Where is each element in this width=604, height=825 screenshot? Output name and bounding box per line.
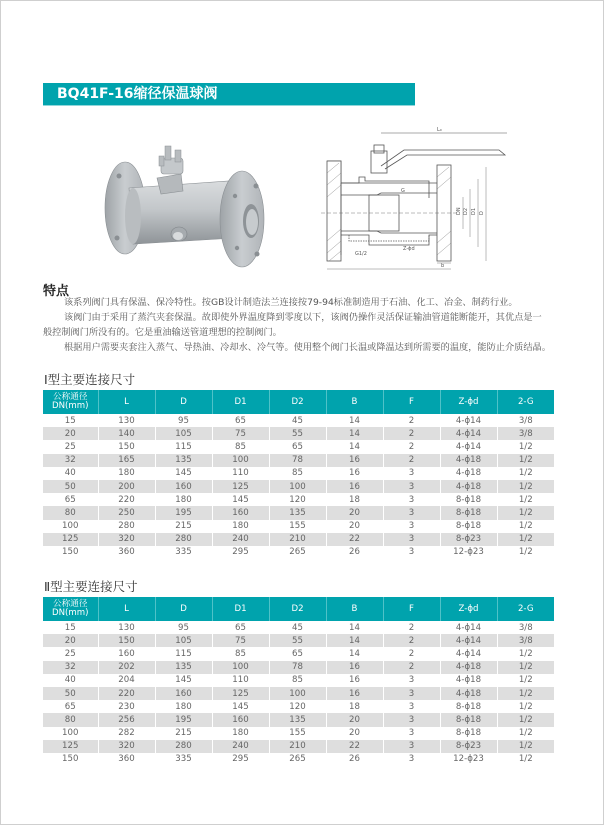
table-cell: 110 [212,674,269,687]
table-cell: 12-ϕ23 [440,753,497,766]
table-cell: 80 [43,713,98,726]
table-cell: 3 [383,533,440,546]
svg-text:Z-ϕd: Z-ϕd [403,246,415,252]
table-cell: 50 [43,687,98,700]
table-cell: 202 [98,661,155,674]
table-cell: 265 [269,546,326,559]
header-f: F [383,390,440,414]
table-cell: 180 [98,467,155,480]
table-cell: 155 [269,520,326,533]
table-cell: 1/2 [497,713,554,726]
table-cell: 14 [326,414,383,427]
table-cell: 1/2 [497,506,554,519]
table-cell: 335 [155,546,212,559]
header-l: L [98,597,155,621]
table-cell: 180 [212,520,269,533]
table-cell: 3/8 [497,427,554,440]
table-cell: 4-ϕ14 [440,621,497,634]
table-row [43,414,554,427]
table-row [43,740,554,753]
type2-dimension-table [43,597,554,766]
table-cell: 130 [98,414,155,427]
table-cell: 3 [383,467,440,480]
table-cell: 8-ϕ18 [440,713,497,726]
header-dn: 公称通径 DN(mm) [43,597,98,621]
table-cell: 160 [212,506,269,519]
table-cell: 3 [383,520,440,533]
table-cell: 320 [98,533,155,546]
table-cell: 2 [383,427,440,440]
table-cell: 4-ϕ14 [440,440,497,453]
table-row [43,480,554,493]
table-cell: 250 [98,506,155,519]
table-cell: 8-ϕ23 [440,533,497,546]
table-cell: 160 [155,480,212,493]
table-cell: 65 [269,647,326,660]
table-cell: 210 [269,740,326,753]
table-cell: 78 [269,661,326,674]
table-cell: 85 [269,467,326,480]
feature-paragraph: 根据用户需要夹套注入蒸气、导热油、冷却水、冷气等。使用整个阀门长温或降温达到所需要的温度，能防止介质结晶。 [64,342,551,353]
features-text [43,295,563,355]
table-cell: 150 [62,547,79,558]
svg-text:G: G [401,188,405,194]
table-cell: 100 [212,454,269,467]
table-cell: 2 [383,414,440,427]
table-cell: 4-ϕ18 [440,467,497,480]
table-cell: 8-ϕ23 [440,740,497,753]
header-2-g: 2-G [497,597,554,621]
table-cell: 100 [62,728,79,739]
table-cell: 95 [155,414,212,427]
table-cell: 1/2 [497,674,554,687]
table-cell: 3 [383,687,440,700]
table-row [43,647,554,660]
table-cell: 256 [98,713,155,726]
table-cell: 25 [64,648,76,659]
table-cell: 140 [98,427,155,440]
table-cell: 8-ϕ18 [440,493,497,506]
table-cell: 120 [269,493,326,506]
features-heading: 特点 [43,284,70,299]
table-cell: 4-ϕ18 [440,480,497,493]
table1-title: Ⅰ型主要连接尺寸 [44,372,136,387]
table-cell: 125 [43,740,98,753]
table-cell: 145 [212,700,269,713]
table-cell: 135 [269,713,326,726]
table-cell: 55 [269,634,326,647]
svg-text:b: b [441,263,445,269]
table-cell: 145 [155,467,212,480]
table-cell: 8-ϕ18 [440,506,497,519]
table-cell: 3 [383,506,440,519]
table-cell: 115 [155,440,212,453]
table-cell: 4-ϕ14 [440,647,497,660]
table-cell: 100 [269,480,326,493]
table-cell: 15 [64,415,76,426]
table-cell: 150 [98,634,155,647]
table-cell: 3 [383,753,440,766]
header-dn: 公称通径 DN(mm) [43,390,98,414]
product-title: BQ41F-16缩径保温球阀 [57,86,218,102]
table-cell: 1/2 [497,727,554,740]
table-cell: 1/2 [497,700,554,713]
table-row [43,533,554,546]
table-cell: 125 [212,687,269,700]
table-cell: 150 [98,440,155,453]
table-cell: 3/8 [497,634,554,647]
table-cell: 280 [98,520,155,533]
table-cell: 240 [212,533,269,546]
table-cell: 4-ϕ14 [440,427,497,440]
table-row [43,546,554,559]
table-cell: 265 [269,753,326,766]
table-cell: 40 [64,675,76,686]
table-cell: 3 [383,727,440,740]
table-cell: 3 [383,480,440,493]
table-cell: 100 [269,687,326,700]
table-cell: 20 [326,520,383,533]
table-cell: 40 [64,468,76,479]
table-cell: 32 [43,454,98,467]
table-cell: 360 [98,546,155,559]
table-cell: 3/8 [497,414,554,427]
table-cell: 1/2 [497,661,554,674]
table-cell: 45 [269,621,326,634]
table-cell: 1/2 [497,493,554,506]
table-cell: 360 [98,753,155,766]
table-cell: 2 [383,661,440,674]
svg-text:D: D [479,211,485,215]
table-cell: 130 [98,621,155,634]
table-cell: 1/2 [497,520,554,533]
header-f: F [383,597,440,621]
header-b: B [326,390,383,414]
header-d1: D1 [212,390,269,414]
table-cell: 195 [155,506,212,519]
table-cell: 125 [212,480,269,493]
table-cell: 22 [326,740,383,753]
table-cell: 195 [155,713,212,726]
table-cell: 20 [326,506,383,519]
table-cell: 16 [326,674,383,687]
table-cell: 145 [155,674,212,687]
svg-text:D2: D2 [463,207,469,215]
table-cell: 15 [64,622,76,633]
table-header-row [43,390,554,414]
table-cell: 2 [383,440,440,453]
table-cell: 8-ϕ18 [440,700,497,713]
table-cell: 135 [155,661,212,674]
table-cell: 26 [326,753,383,766]
table-cell: 50 [43,480,98,493]
table-row [43,674,554,687]
table-cell: 1/2 [497,647,554,660]
table-cell: 80 [43,506,98,519]
table-cell: 18 [326,700,383,713]
table-cell: 3 [383,546,440,559]
table-cell: 85 [212,647,269,660]
table-cell: 14 [326,427,383,440]
header-d1: D1 [212,597,269,621]
table-cell: 1/2 [497,440,554,453]
table-cell: 1/2 [497,533,554,546]
table-cell: 1/2 [497,454,554,467]
table-cell: 160 [155,687,212,700]
table-cell: 4-ϕ18 [440,674,497,687]
valve-photo [99,126,269,271]
table-cell: 14 [326,440,383,453]
table-cell: 3 [383,713,440,726]
table-row [43,753,554,766]
table-cell: 8-ϕ18 [440,520,497,533]
table-cell: 25 [64,441,76,452]
svg-text:D1: D1 [471,207,477,215]
table-cell: 18 [326,493,383,506]
table-cell: 110 [212,467,269,480]
table-cell: 105 [155,427,212,440]
table-cell: 65 [212,414,269,427]
table-cell: 16 [326,454,383,467]
table-cell: 115 [155,647,212,660]
table-cell: 4-ϕ14 [440,634,497,647]
table-cell: 12-ϕ23 [440,546,497,559]
table-cell: 1/2 [497,467,554,480]
table-cell: 180 [155,493,212,506]
table-cell: 14 [326,621,383,634]
table-row [43,440,554,453]
table-cell: 20 [326,713,383,726]
table-cell: 32 [43,661,98,674]
table-cell: 145 [212,493,269,506]
table-row [43,713,554,726]
svg-text:DN: DN [456,207,462,215]
table-cell: 20 [326,727,383,740]
table-row [43,493,554,506]
table-row [43,727,554,740]
table-cell: 100 [62,521,79,532]
header-2-g: 2-G [497,390,554,414]
table-row [43,506,554,519]
table-cell: 280 [155,533,212,546]
table-cell: 3 [383,740,440,753]
table-cell: 45 [269,414,326,427]
table-cell: 2 [383,647,440,660]
table-cell: 75 [212,634,269,647]
table-cell: 1/2 [497,480,554,493]
type1-dimension-table [43,390,554,559]
table-cell: 14 [326,634,383,647]
header-z-d: Z-ϕd [440,597,497,621]
table-cell: 2 [383,454,440,467]
table-cell: 85 [212,440,269,453]
table-cell: 125 [43,533,98,546]
table-cell: 65 [64,701,76,712]
table-cell: 2 [383,634,440,647]
table2-title: Ⅱ型主要连接尺寸 [44,579,138,594]
table-cell: 220 [98,687,155,700]
table-cell: 180 [212,727,269,740]
table-cell: 155 [269,727,326,740]
header-d: D [155,390,212,414]
feature-paragraph: 该阀门由于采用了蒸汽夹套保温。故即使外界温度降到零度以下，该阀仍操作灵活保证输油管道能断能开，其优点是一 [64,312,542,323]
header-z-d: Z-ϕd [440,390,497,414]
table-cell: 215 [155,727,212,740]
table-cell: 1/2 [497,687,554,700]
table-cell: 8-ϕ18 [440,727,497,740]
table-cell: 230 [98,700,155,713]
table-cell: 65 [269,440,326,453]
table-cell: 65 [212,621,269,634]
table-cell: 16 [326,480,383,493]
table-cell: 55 [269,427,326,440]
table-cell: 4-ϕ18 [440,687,497,700]
table-cell: 204 [98,674,155,687]
svg-text:L₀: L₀ [437,127,442,133]
table-cell: 135 [269,506,326,519]
table-row [43,520,554,533]
table-cell: 210 [269,533,326,546]
table-cell: 16 [326,467,383,480]
table-cell: 16 [326,661,383,674]
table-cell: 3 [383,700,440,713]
table-cell: 120 [269,700,326,713]
table-cell: 165 [98,454,155,467]
table-cell: 75 [212,427,269,440]
table-row [43,700,554,713]
table-cell: 78 [269,454,326,467]
table-cell: 1/2 [497,546,554,559]
table-row [43,661,554,674]
table-cell: 4-ϕ18 [440,661,497,674]
table-cell: 4-ϕ14 [440,414,497,427]
table-cell: 295 [212,753,269,766]
table-cell: 295 [212,546,269,559]
table-cell: 1/2 [497,753,554,766]
table-cell: 20 [43,427,98,440]
table-cell: 3 [383,493,440,506]
table-cell: 215 [155,520,212,533]
table-cell: 2 [383,621,440,634]
header-d2: D2 [269,597,326,621]
table-cell: 85 [269,674,326,687]
table-cell: 20 [43,634,98,647]
header-l: L [98,390,155,414]
table-cell: 320 [98,740,155,753]
table-cell: 282 [98,727,155,740]
header-b: B [326,597,383,621]
product-title-bar [43,83,415,106]
table-cell: 280 [155,740,212,753]
header-d2: D2 [269,390,326,414]
table-cell: 200 [98,480,155,493]
table-cell: 4-ϕ18 [440,454,497,467]
table-row [43,634,554,647]
table-cell: 220 [98,493,155,506]
table-cell: 26 [326,546,383,559]
table-cell: 335 [155,753,212,766]
table-cell: 100 [212,661,269,674]
feature-paragraph-continued: 般控制阀门所没有的。它是重油输送管道理想的控制阀门。 [43,327,282,338]
table-cell: 22 [326,533,383,546]
table-cell: 160 [212,713,269,726]
table-cell: 1/2 [497,740,554,753]
table-cell: 3 [383,674,440,687]
table-row [43,687,554,700]
table-cell: 65 [64,494,76,505]
table-cell: 150 [62,754,79,765]
svg-text:G1/2: G1/2 [355,251,367,257]
table-cell: 135 [155,454,212,467]
table-row [43,454,554,467]
table-cell: 240 [212,740,269,753]
table-cell: 16 [326,687,383,700]
table-cell: 180 [155,700,212,713]
table-cell: 105 [155,634,212,647]
table-row [43,621,554,634]
feature-paragraph: 该系列阀门具有保温、保冷特性。按GB设计制造法兰连接按79-94标准制造用于石油、化工、冶金、制药行业。 [64,297,518,308]
table-cell: 95 [155,621,212,634]
table-header-row [43,597,554,621]
table-row [43,467,554,480]
valve-technical-drawing [319,123,509,271]
table-cell: 14 [326,647,383,660]
table-row [43,427,554,440]
table-cell: 160 [98,647,155,660]
table-cell: 3/8 [497,621,554,634]
header-d: D [155,597,212,621]
